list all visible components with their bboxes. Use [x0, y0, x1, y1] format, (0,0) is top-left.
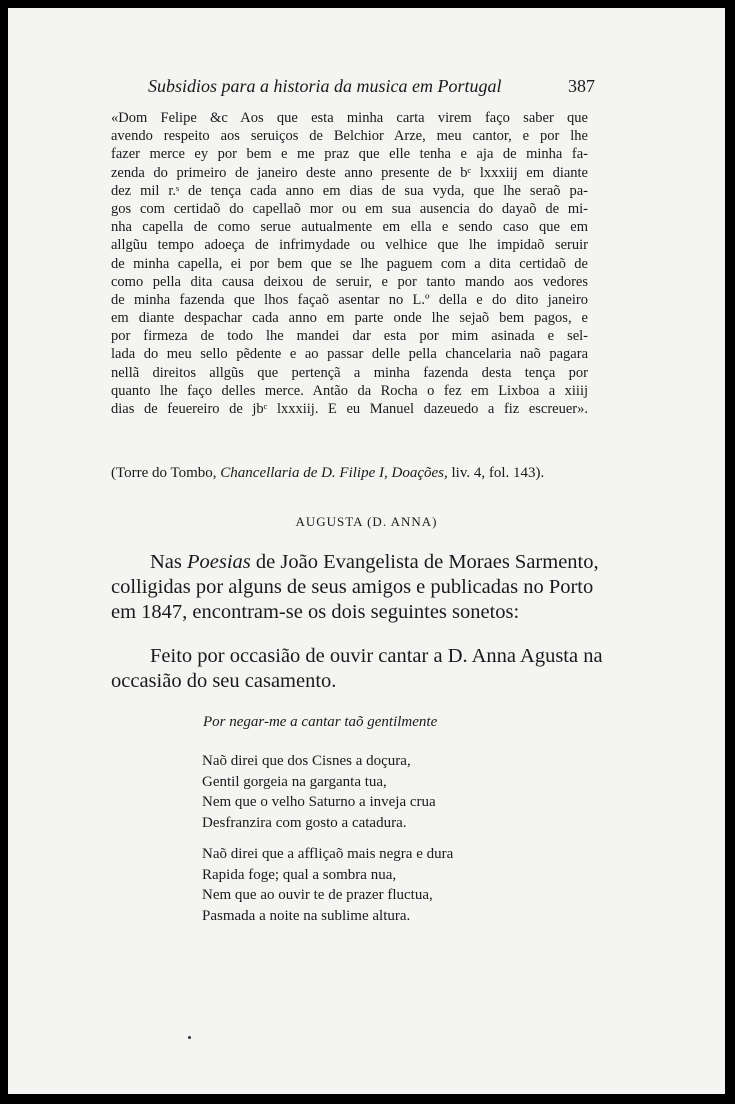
poem-stanza-2 [202, 844, 453, 926]
paragraph-line: em 1847, encontram-se os dois seguintes sonetos: [111, 601, 520, 623]
quote-line: quanto lhe faço delles merce. Antão da Rocha o fez em Lixboa a xiiij [111, 382, 588, 399]
quote-line: zenda do primeiro de janeiro deste anno presente de bᶜ lxxxiij em diante [111, 164, 588, 181]
poem-line: Gentil gorgeia na garganta tua, [202, 773, 387, 790]
paper-speck [188, 1036, 191, 1039]
paragraph-line: colligidas por alguns de seus amigos e publicadas no Porto [111, 576, 594, 598]
citation-suffix: liv. 4, fol. 143). [447, 465, 545, 481]
paragraph-occasion [111, 644, 603, 694]
quote-line: nellã direitos allgũs que pertençã a minha fazenda desta tença por [111, 364, 588, 381]
poem-line: Desfranzira com gosto a catadura. [202, 814, 407, 831]
quote-line: em diante despachar cada anno em parte onde lhe sejaõ bem pagos, e [111, 310, 588, 327]
poem-line: Naõ direi que dos Cisnes a doçura, [202, 753, 411, 769]
citation-source: Chancellaria de D. Filipe I, Doações, [220, 465, 448, 481]
running-title: Subsidios para a historia da musica em Portugal [148, 76, 502, 96]
paragraph-line: occasião do seu casamento. [111, 670, 337, 692]
quote-line: de minha capella, ei por bem que se lhe paguem com a dita certidaõ de [111, 255, 588, 272]
poem-line: Naõ direi que a affliçaõ mais negra e dura [202, 846, 454, 862]
paragraph-line [111, 550, 599, 575]
quote-line: gos com certidaõ do capellaõ mor ou em sua ausencia do dayaõ de mi- [111, 200, 588, 217]
poem-line: Nem que o velho Saturno a inveja crua [202, 794, 436, 810]
paragraph-line: Feito por occasião de ouvir cantar a D. Anna Agusta na [150, 645, 603, 667]
page [8, 8, 725, 1094]
poem-title: Por negar-me a cantar taõ gentilmente [203, 714, 438, 730]
quote-line: como pella dita causa deixou de seruir, e por tanto mando aos vedores [111, 273, 588, 290]
poem-stanza-1 [202, 751, 436, 833]
poem-line: Nem que ao ouvir te de prazer fluctua, [202, 887, 433, 903]
text-run: Nas [150, 551, 188, 573]
quote-line: nha capella de como serue autualmente em ella e sendo caso que em [111, 219, 588, 236]
quote-line: avendo respeito aos seruiços de Belchior Arze, meu cantor, e por lhe [111, 128, 588, 145]
book-title: Poesias [187, 551, 251, 573]
section-heading: AUGUSTA (D. ANNA) [295, 514, 438, 529]
quote-line: «Dom Felipe &c Aos que esta minha carta virem faço saber que [111, 110, 588, 126]
running-header [148, 76, 595, 100]
paragraph-intro [111, 550, 599, 625]
citation [111, 463, 588, 483]
citation-prefix: (Torre do Tombo, [111, 465, 221, 481]
quote-line: dias de feuereiro de jbᶜ lxxxiij. E eu Manuel dazeuedo a fiz escreuer». [111, 401, 588, 417]
poem-line: Rapida foge; qual a sombra nua, [202, 866, 397, 883]
text-run: de João Evangelista de Moraes Sarmento, [250, 551, 599, 573]
poem-line: Pasmada a noite na sublime altura. [202, 907, 411, 924]
quote-line: allgũu tempo adoeça de infrimydade ou velhice que lhe impidaõ seruir [111, 237, 588, 254]
quote-line: fazer merce ey por bem e me praz que elle tenha e aja de minha fa- [111, 146, 588, 163]
quote-line: dez mil r.ˢ de tença cada anno em dias de sua vyda, que lhe seraõ pa- [111, 182, 588, 199]
document-quote [111, 109, 588, 418]
page-number: 387 [568, 76, 595, 96]
quote-line: lada do meu sello pẽdente e ao passar delle pella chancelaria naõ pagara [111, 346, 588, 363]
quote-line: de minha fazenda que lhos façaõ asentar no L.º della e do dito janeiro [111, 291, 588, 308]
quote-line: por firmeza de todo lhe mandei dar esta por mim asinada e sel- [111, 328, 588, 345]
